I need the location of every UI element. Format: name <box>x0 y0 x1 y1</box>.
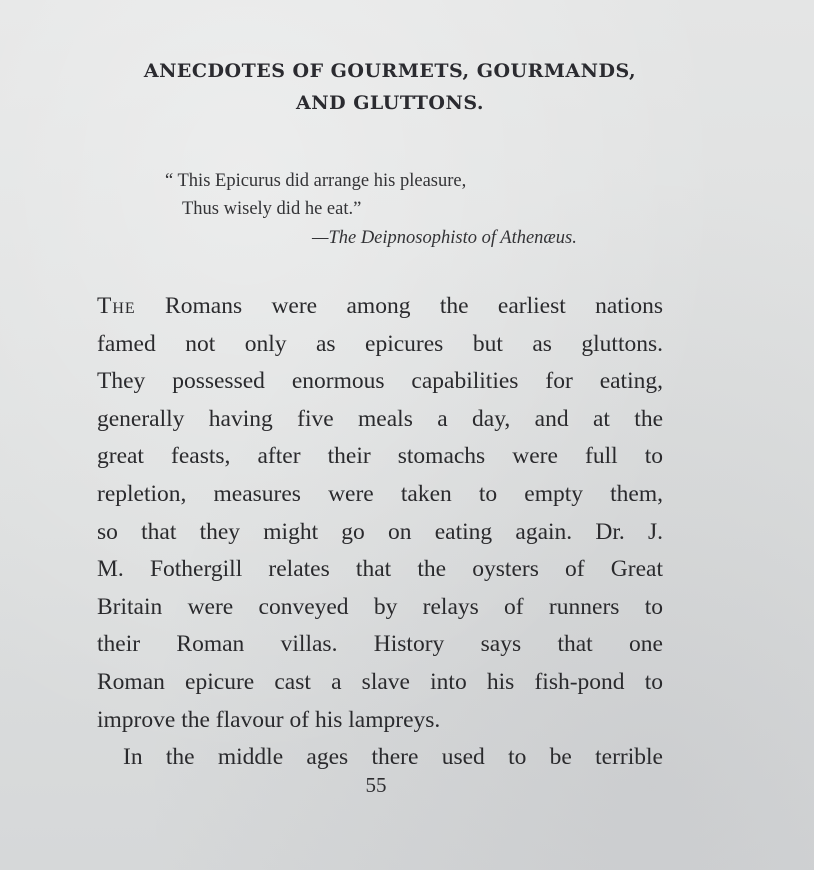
paragraph-1-line-5: great feasts, after their stomachs were full to <box>97 443 663 470</box>
paragraph-1-line-2: famed not only as epicures but as gluttons. <box>97 330 663 357</box>
paragraph-1-line-6: repletion, measures were taken to empty them, <box>97 480 663 507</box>
epigraph-line-2: Thus wisely did he eat.” <box>182 199 362 219</box>
chapter-title-line-2: AND GLUTTONS. <box>296 92 484 114</box>
paragraph-1-line-4: generally having five meals a day, and at the <box>97 405 663 432</box>
paragraph-1-line-3: They possessed enormous capabilities for eating, <box>97 368 663 395</box>
paragraph-1-line-1-text: Romans were among the earliest nations <box>135 293 663 319</box>
paragraph-1-line-10: their Roman villas. History says that one <box>97 631 663 658</box>
paragraph-1-line-12: improve the flavour of his lampreys. <box>97 706 441 733</box>
chapter-title-line-1: ANECDOTES OF GOURMETS, GOURMANDS, <box>143 60 637 82</box>
paragraph-2-line-1: In the middle ages there used to be terrible <box>123 744 663 771</box>
body-text <box>97 288 663 777</box>
paragraph-1-line-9: Britain were conveyed by relays of runners to <box>97 593 663 620</box>
paragraph-lead-word: The <box>97 293 136 319</box>
page-number: 55 <box>365 773 387 797</box>
paragraph-1-line-11: Roman epicure cast a slave into his fish-pond to <box>97 668 663 695</box>
paragraph-1-line-1 <box>97 288 663 326</box>
paragraph-1-line-8: M. Fothergill relates that the oysters of Great <box>97 556 663 583</box>
paragraph-1-line-7: so that they might go on eating again. Dr. J. <box>97 518 663 545</box>
epigraph-line-1: “ This Epicurus did arrange his pleasure, <box>165 171 467 191</box>
epigraph-attribution: —The Deipnosophisto of Athenæus. <box>312 228 577 248</box>
